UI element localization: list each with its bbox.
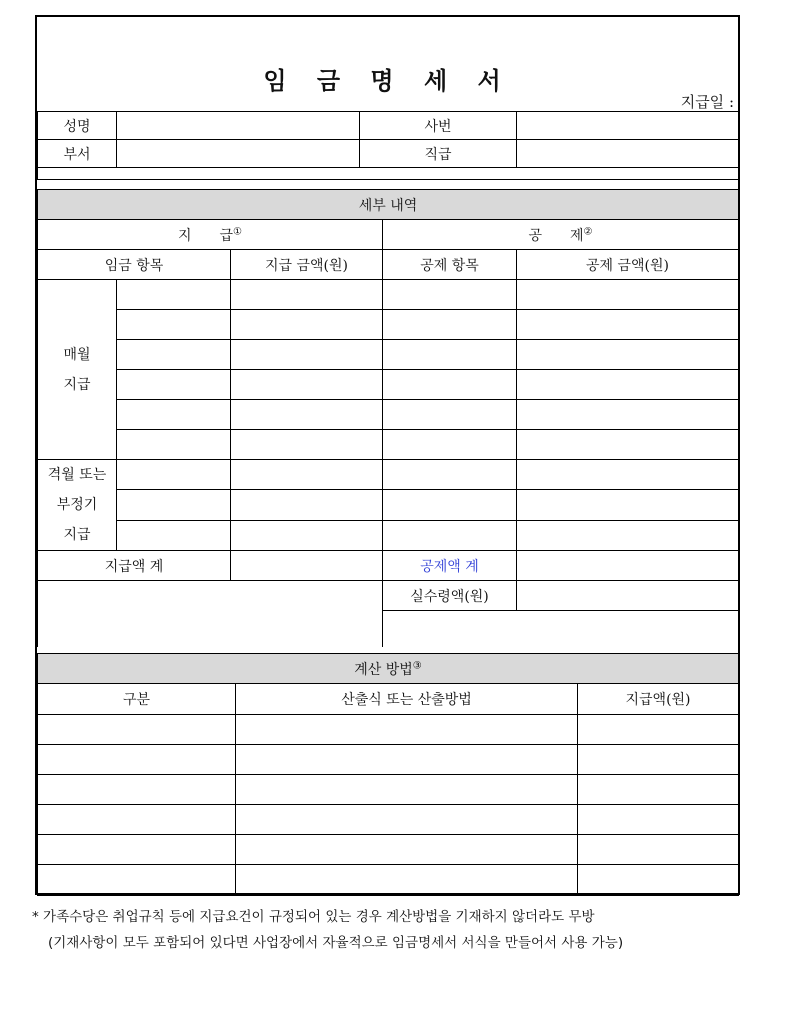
pay-statement-form xyxy=(35,15,740,895)
net-pay-value[interactable] xyxy=(517,581,739,611)
pay-date-label: 지급일 : xyxy=(680,93,734,111)
irregular-line1: 격월 또는 xyxy=(47,467,107,483)
ded-item-cell[interactable] xyxy=(383,340,517,370)
net-pay-spacer xyxy=(383,611,739,647)
ded-amount-cell[interactable] xyxy=(517,460,739,490)
employee-no-field[interactable] xyxy=(517,112,739,140)
footnote-line2: (기재사항이 모두 포함되어 있다면 사업장에서 자율적으로 임금명세서 서식을 만들어서 사용 가능) xyxy=(48,935,624,951)
calc-category-cell[interactable] xyxy=(38,835,236,865)
ded-item-cell[interactable] xyxy=(383,430,517,460)
calc-amount-cell[interactable] xyxy=(578,745,739,775)
col-ded-item: 공제 항목 xyxy=(383,250,517,280)
ded-item-cell[interactable] xyxy=(383,400,517,430)
irregular-line2: 부정기 xyxy=(56,497,98,513)
irregular-amount-cell[interactable] xyxy=(231,460,383,490)
ded-amount-cell[interactable] xyxy=(517,280,739,310)
employee-no-label: 사번 xyxy=(360,112,517,140)
calc-formula-cell[interactable] xyxy=(236,805,578,835)
ded-amount-cell[interactable] xyxy=(517,520,739,550)
ded-amount-cell[interactable] xyxy=(517,370,739,400)
ded-total-label: 공제액 계 xyxy=(383,551,517,581)
calc-amount-cell[interactable] xyxy=(578,865,739,896)
payment-header xyxy=(38,220,383,250)
col-category: 구분 xyxy=(38,684,236,715)
calc-formula-cell[interactable] xyxy=(236,775,578,805)
calc-formula-cell[interactable] xyxy=(236,715,578,745)
monthly-item-cell[interactable] xyxy=(117,430,231,460)
monthly-amount-cell[interactable] xyxy=(231,280,383,310)
calc-section-title: 계산 방법 xyxy=(354,661,413,678)
payment-header-label: 지 급 xyxy=(177,227,234,244)
monthly-amount-cell[interactable] xyxy=(231,430,383,460)
ded-amount-cell[interactable] xyxy=(517,310,739,340)
irregular-amount-cell[interactable] xyxy=(231,520,383,550)
monthly-item-cell[interactable] xyxy=(117,280,231,310)
irregular-item-cell[interactable] xyxy=(117,490,231,520)
position-label: 직급 xyxy=(360,140,517,168)
deduction-header-label: 공 제 xyxy=(528,227,584,244)
calc-formula-cell[interactable] xyxy=(236,865,578,896)
pay-total-value[interactable] xyxy=(231,551,383,581)
calc-formula-cell[interactable] xyxy=(236,745,578,775)
name-field[interactable] xyxy=(117,112,360,140)
monthly-pay-label xyxy=(38,280,117,460)
ded-item-cell[interactable] xyxy=(383,460,517,490)
ded-amount-cell[interactable] xyxy=(517,430,739,460)
calc-mark: ③ xyxy=(412,659,422,671)
payment-mark: ① xyxy=(233,225,243,237)
deduction-mark: ② xyxy=(583,225,593,237)
calc-category-cell[interactable] xyxy=(38,775,236,805)
ded-amount-cell[interactable] xyxy=(517,490,739,520)
monthly-item-cell[interactable] xyxy=(117,340,231,370)
irregular-line3: 지급 xyxy=(63,527,91,543)
irregular-item-cell[interactable] xyxy=(117,460,231,490)
ded-item-cell[interactable] xyxy=(383,280,517,310)
department-label: 부서 xyxy=(38,140,117,168)
net-pay-blank xyxy=(38,581,383,647)
ded-item-cell[interactable] xyxy=(383,370,517,400)
ded-item-cell[interactable] xyxy=(383,520,517,550)
monthly-item-cell[interactable] xyxy=(117,400,231,430)
ded-item-cell[interactable] xyxy=(383,490,517,520)
ded-total-value[interactable] xyxy=(517,551,739,581)
col-formula: 산출식 또는 산출방법 xyxy=(236,684,578,715)
calculation-table xyxy=(37,653,739,896)
pay-total-label: 지급액 계 xyxy=(38,551,231,581)
calc-amount-cell[interactable] xyxy=(578,715,739,745)
department-field[interactable] xyxy=(117,140,360,168)
net-pay-label: 실수령액(원) xyxy=(383,581,517,611)
calc-category-cell[interactable] xyxy=(38,805,236,835)
monthly-amount-cell[interactable] xyxy=(231,370,383,400)
irregular-pay-label xyxy=(38,460,117,551)
form-title: 임 금 명 세 서 xyxy=(263,66,512,95)
monthly-amount-cell[interactable] xyxy=(231,340,383,370)
name-label: 성명 xyxy=(38,112,117,140)
monthly-item-cell[interactable] xyxy=(117,310,231,340)
footnote-line1: * 가족수당은 취업규칙 등에 지급요건이 규정되어 있는 경우 계산방법을 기재하지 않더라도 무방 xyxy=(32,909,595,925)
calc-category-cell[interactable] xyxy=(38,745,236,775)
irregular-item-cell[interactable] xyxy=(117,520,231,550)
monthly-amount-cell[interactable] xyxy=(231,310,383,340)
ded-amount-cell[interactable] xyxy=(517,400,739,430)
monthly-amount-cell[interactable] xyxy=(231,400,383,430)
ded-item-cell[interactable] xyxy=(383,310,517,340)
position-field[interactable] xyxy=(517,140,739,168)
col-ded-amount: 공제 금액(원) xyxy=(517,250,739,280)
irregular-amount-cell[interactable] xyxy=(231,490,383,520)
details-section-header: 세부 내역 xyxy=(38,190,739,220)
employee-info-table xyxy=(37,111,739,180)
deduction-header xyxy=(383,220,739,250)
col-amount: 지급액(원) xyxy=(578,684,739,715)
spacer-row xyxy=(38,168,739,180)
calc-amount-cell[interactable] xyxy=(578,775,739,805)
col-pay-amount: 지급 금액(원) xyxy=(231,250,383,280)
monthly-line2: 지급 xyxy=(63,376,91,393)
calc-amount-cell[interactable] xyxy=(578,805,739,835)
ded-amount-cell[interactable] xyxy=(517,340,739,370)
col-pay-item: 임금 항목 xyxy=(38,250,231,280)
details-table xyxy=(37,189,739,647)
calc-amount-cell[interactable] xyxy=(578,835,739,865)
monthly-item-cell[interactable] xyxy=(117,370,231,400)
monthly-line1: 매월 xyxy=(63,346,91,363)
calc-section-header xyxy=(38,654,739,684)
calc-category-cell[interactable] xyxy=(38,865,236,896)
calc-formula-cell[interactable] xyxy=(236,835,578,865)
calc-category-cell[interactable] xyxy=(38,715,236,745)
